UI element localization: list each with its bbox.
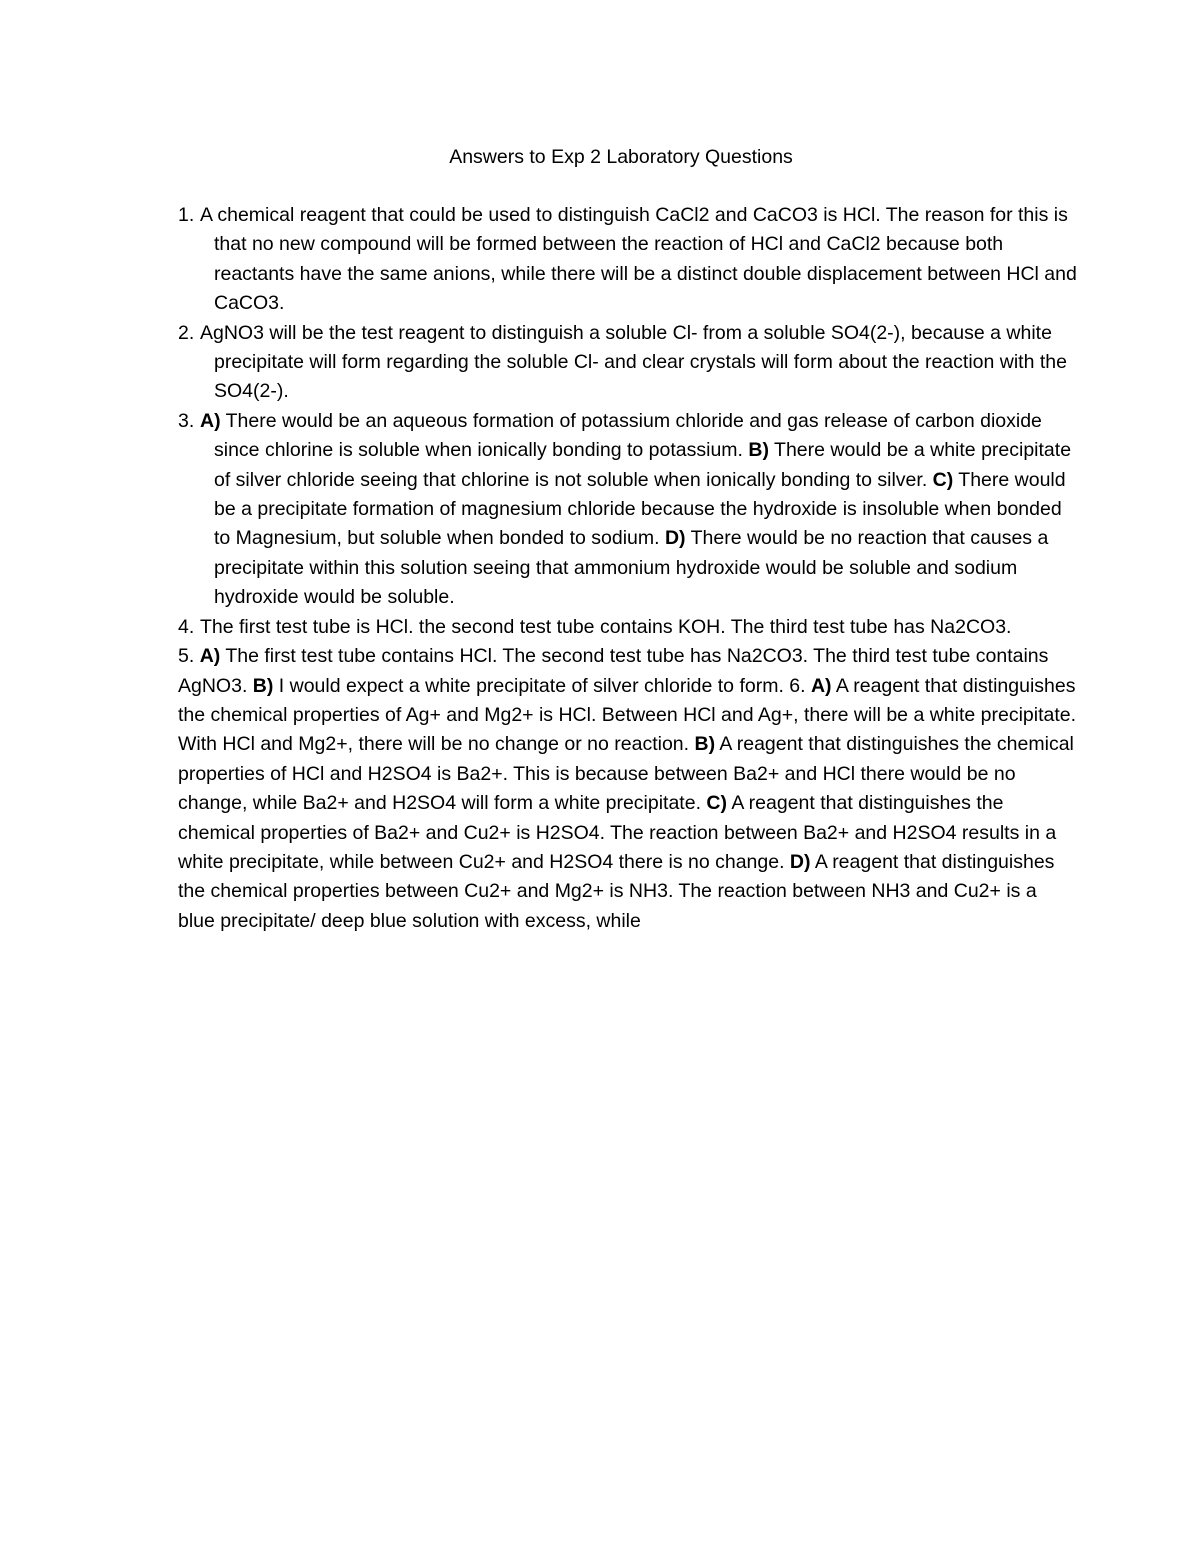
answer-4	[178, 613, 1078, 642]
answer-6b-label: B)	[694, 733, 716, 756]
answer-5a-label: A)	[199, 645, 221, 668]
answer-1-number: 1.	[178, 204, 195, 226]
answer-3d-label: D)	[664, 527, 686, 550]
answers-list	[178, 201, 1078, 936]
answer-6d-text: A reagent that distinguishes the chemical properties between Cu2+ and Mg2+ is NH3. The reaction between NH3 and Cu2+ is a blue precipitate/ deep blue solution with excess, while	[178, 850, 1055, 932]
answer-3c-text: There would be a precipitate formation of magnesium chloride because the hydroxide is insoluble when bonded to Magnesium, but soluble when bonded to sodium.	[214, 468, 1066, 550]
answer-1-text: A chemical reagent that could be used to distinguish CaCl2 and CaCO3 is HCl. The reason for this is that no new compound will be formed between the reaction of HCl and CaCl2 because both reactants have the same anions, while there will be a distinct double displacement between HCl and CaCO3.	[200, 204, 1077, 315]
answer-3b-text: There would be a white precipitate of silver chloride seeing that chlorine is not soluble when ionically bonding to silver.	[214, 439, 1072, 491]
answer-4-text: The first test tube is HCl. the second test tube contains KOH. The third test tube has Na2CO3.	[200, 615, 1012, 638]
answer-6d-label: D)	[789, 850, 811, 873]
answer-1	[178, 201, 1078, 319]
answer-3b-label: B)	[748, 439, 769, 462]
answer-4-number: 4.	[178, 615, 195, 638]
answer-2	[178, 319, 1078, 407]
answer-3c-label: C)	[932, 468, 954, 491]
answer-5a-text: The first test tube contains HCl. The second test tube has Na2CO3. The third test tube contains AgNO3.	[178, 645, 1049, 697]
document-title: Answers to Exp 2 Laboratory Questions	[449, 146, 793, 168]
answer-2-number: 2.	[178, 321, 195, 344]
answer-5b-text: I would expect a white precipitate of silver chloride to form. 6.	[273, 674, 811, 697]
answer-6a-text: A reagent that distinguishes the chemical properties of Ag+ and Mg2+ is HCl. Between HCl and Ag+, there will be a white precipitate. With HCl and Mg2+, there will be no change or no reaction.	[178, 674, 1077, 756]
answer-5-number: 5.	[178, 645, 195, 668]
answer-6b-text: A reagent that distinguishes the chemical properties of HCl and H2SO4 is Ba2+. This is because between Ba2+ and HCl there would be no change, while Ba2+ and H2SO4 will form a white precipitate.	[178, 733, 1074, 815]
answer-6a-label: A)	[810, 674, 832, 697]
answer-3	[178, 407, 1078, 613]
answer-3a-text: There would be an aqueous formation of potassium chloride and gas release of carbon dioxide since chlorine is soluble when ionically bonding to potassium.	[214, 409, 1042, 462]
answer-3d-text: There would be no reaction that causes a precipitate within this solution seeing that ammonium hydroxide would be soluble and sodium hydroxide would be soluble.	[214, 527, 1049, 609]
answer-6c-label: C)	[706, 792, 727, 815]
answer-2-text: AgNO3 will be the test reagent to distinguish a soluble Cl- from a soluble SO4(2-), because a white precipitate will form regarding the soluble Cl- and clear crystals will form about the reaction with the SO4(2-).	[200, 321, 1067, 403]
answer-5-6	[178, 642, 1078, 936]
answer-3a-label: A)	[200, 409, 221, 432]
answer-5b-label: B)	[252, 674, 274, 697]
answer-6c-text: A reagent that distinguishes the chemical properties of Ba2+ and Cu2+ is H2SO4. The reaction between Ba2+ and H2SO4 results in a white precipitate, while between Cu2+ and H2SO4 there is no change.	[178, 792, 1057, 873]
answer-3-number: 3.	[178, 409, 195, 432]
